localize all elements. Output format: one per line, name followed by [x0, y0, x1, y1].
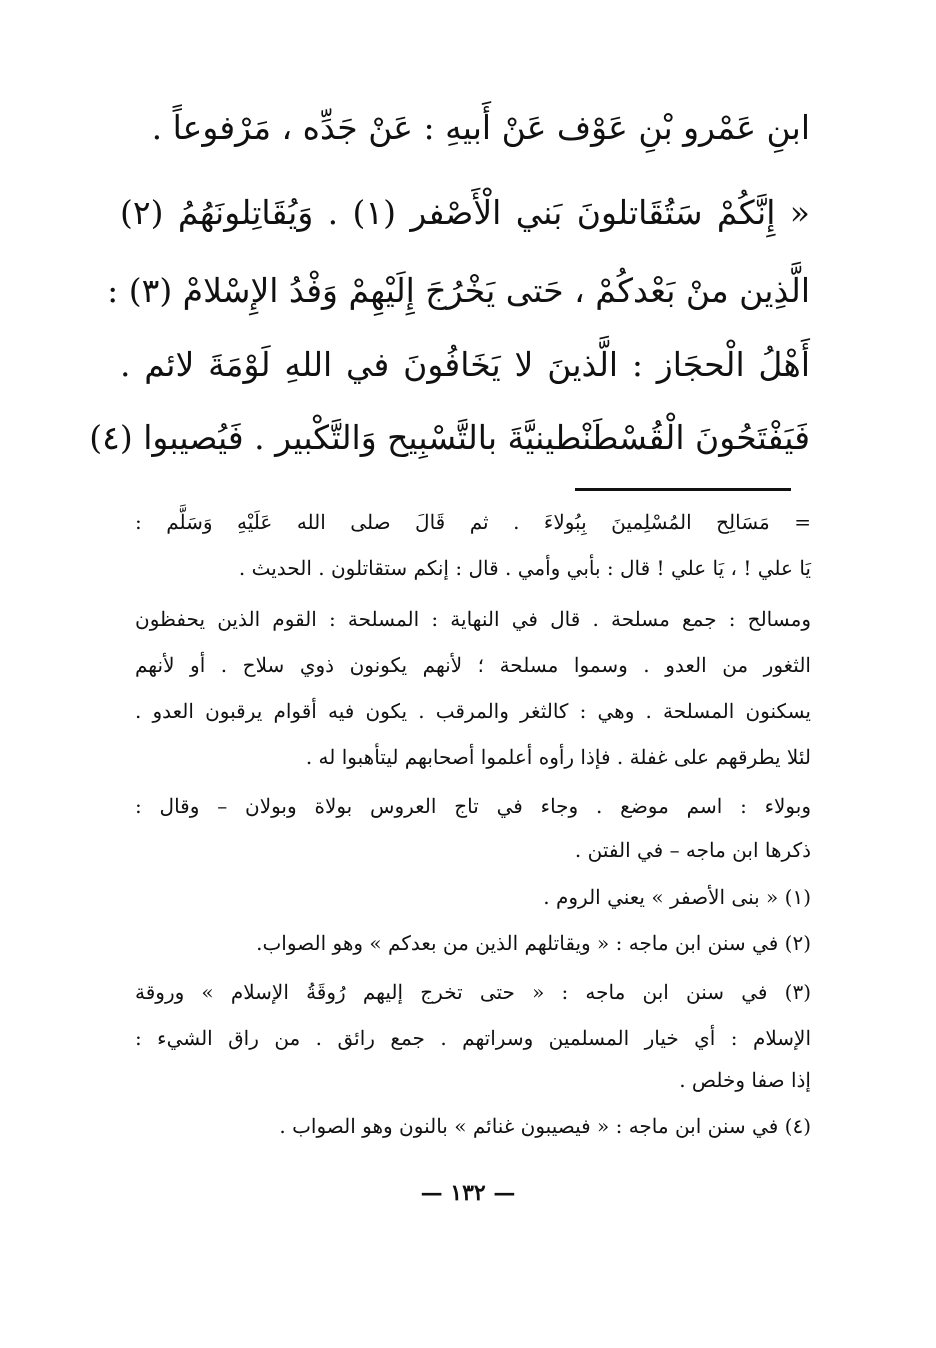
- footnote-separator: [575, 488, 791, 491]
- footnote-continuation-line-1: = مَسَالِح المُسْلِمينَ بِبُولاءَ . ثم قَالَ صلى الله عَلَيْهِ وَسَلَّم :: [135, 510, 811, 534]
- main-text-line-1: ابنِ عَمْرو بْنِ عَوْف عَنْ أَبيهِ : عَنْ جَدِّه ، مَرْفوعاً .: [151, 108, 810, 147]
- footnote-masalih-line-1: ومسالح : جمع مسلحة . قال في النهاية : المسلحة : القوم الذين يحفظون: [135, 607, 811, 631]
- footnote-continuation-line-2: يَا علي ! ، يَا علي ! قال : بأبي وأمي . قال : إنكم ستقاتلون . الحديث .: [238, 556, 811, 580]
- page-number: — ١٣٢ —: [420, 1180, 516, 1206]
- footnote-bawla-line-1: وبولاء : اسم موضع . وجاء في تاج العروس بولاة وبولان – وقال :: [135, 794, 811, 818]
- main-text-line-2: « إِنَّكُمْ سَتُقَاتلونَ بَني الْأَصْفر (١) . وَيُقَاتِلونَهُمُ (٢): [120, 193, 810, 232]
- footnote-masalih-line-3: يسكنون المسلحة . وهي : كالثغر والمرقب . يكون فيه أقوام يرقبون العدو .: [135, 699, 811, 723]
- footnote-masalih-line-2: الثغور من العدو . وسموا مسلحة ؛ لأنهم يكونون ذوي سلاح . أو لأنهم: [135, 653, 811, 677]
- footnote-4: (٤) في سنن ابن ماجه : « فيصيبون غنائم » بالنون وهو الصواب .: [279, 1114, 811, 1138]
- footnote-masalih-line-4: لئلا يطرقهم على غفلة . فإذا رأوه أعلموا أصحابهم ليتأهبوا له .: [305, 745, 811, 769]
- main-text-line-3: الَّذِين منْ بَعْدكُمْ ، حَتى يَخْرُجَ إِلَيْهِمْ وَفْدُ الإِسْلامْ (٣) :: [107, 271, 810, 310]
- footnote-3-line-2: الإسلام : أي خيار المسلمين وسراتهم . جمع رائق . من راق الشيء :: [135, 1026, 811, 1050]
- footnote-3-line-3: إذا صفا وخلص .: [679, 1068, 811, 1092]
- footnote-3-line-1: (٣) في سنن ابن ماجه : « حتى تخرج إليهم رُوقَةُ الإسلام » وروقة: [135, 980, 811, 1004]
- main-text-line-4: أَهْلُ الْحجَاز : الَّذينَ لا يَخَافُونَ في اللهِ لَوْمَةَ لائم .: [120, 345, 810, 384]
- footnote-bawla-line-2: ذكرها ابن ماجه – في الفتن .: [574, 838, 811, 862]
- footnote-2: (٢) في سنن ابن ماجه : « ويقاتلهم الذين من بعدكم » وهو الصواب.: [256, 931, 811, 955]
- main-text-line-5: فَيَفْتَحُونَ الْقُسْطَنْطينيَّةَ بالتَّسْبِيح وَالتَّكْبير . فَيُصيبوا (٤): [89, 418, 810, 457]
- footnote-1: (١) « بنى الأصفر » يعني الروم .: [543, 885, 811, 909]
